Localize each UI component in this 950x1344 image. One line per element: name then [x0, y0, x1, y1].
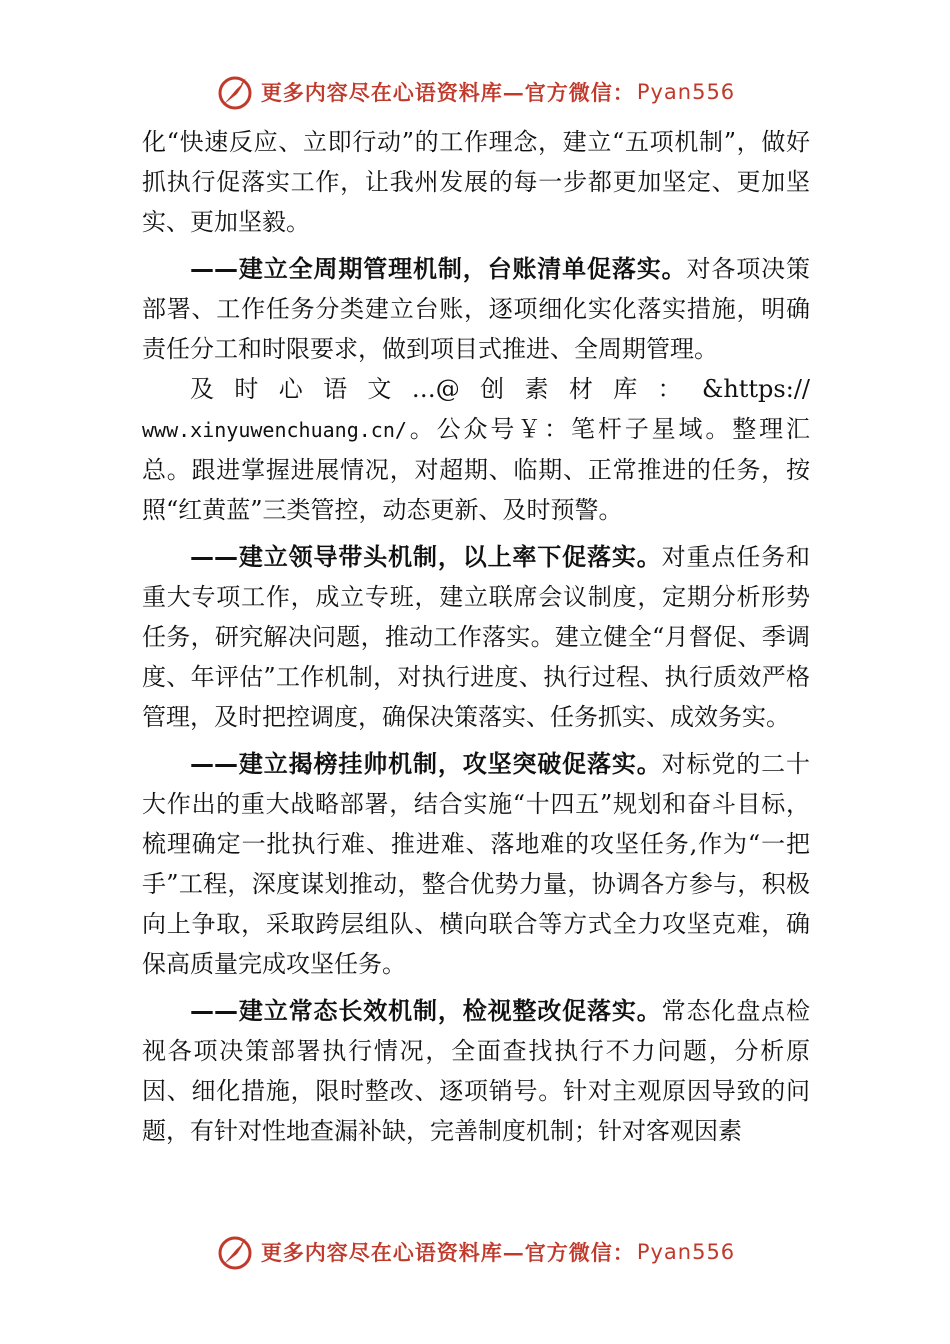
paragraph-intro: 化“快速反应、立即行动”的工作理念，建立“五项机制”，做好抓执行促落实工作，让我州发展的每一步都更加坚定、更加坚实、更加坚毅。	[142, 128, 810, 236]
text-challenge: 对标党的二十大作出的重大战略部署，结合实施“十四五”规划和奋斗目标，梳理确定一批执行难、推进难、落地难的攻坚任务,作为“一把手”工程，深度谋划推动，整合优势力量，协调各方参与，积极向上争取，采取跨层组队、横向联合等方式全力攻坚克难，确保高质量完成攻坚任务。	[142, 750, 811, 978]
heading-long-term: ——建立常态长效机制，检视整改促落实。	[190, 997, 662, 1025]
paragraph-leadership	[142, 537, 810, 737]
text-long-term: 常态化盘点检视各项决策部署执行情况，全面查找执行不力问题，分析原因、细化措施，限时整改、逐项销号。针对主观原因导致的问题，有针对性地查漏补缺，完善制度机制；针对客观因素	[142, 997, 811, 1145]
paragraph-full-cycle	[142, 249, 810, 530]
watermark-line: 及时心语文…@创素材库：&https://	[190, 375, 810, 403]
banner-text: 更多内容尽在心语资料库—官方微信：	[260, 1240, 635, 1265]
header-banner	[0, 68, 950, 116]
banner-text: 更多内容尽在心语资料库—官方微信：	[260, 80, 635, 105]
heading-full-cycle: ——建立全周期管理机制，台账清单促落实。	[190, 255, 687, 283]
banner-wechat-id: Pyan556	[636, 1240, 736, 1264]
text-leadership: 对重点任务和重大专项工作，成立专班，建立联席会议制度，定期分析形势任务，研究解决问题，推动工作落实。建立健全“月督促、季调度、年评估”工作机制，对执行进度、执行过程、执行质效严格管理，及时把控调度，确保决策落实、任务抓实、成效务实。	[142, 543, 811, 731]
heading-challenge: ——建立揭榜挂帅机制，攻坚突破促落实。	[190, 750, 662, 778]
text-full-cycle-a: 对各项决策部署、工作任务分类建立台账，逐项细化实化落实措施，明确责任分工和时限要求，做到项目式推进、全周期管理。	[142, 255, 811, 363]
quill-circle-logo	[215, 72, 255, 112]
document-body	[142, 122, 810, 1158]
footer-banner	[0, 1228, 950, 1276]
paragraph-challenge	[142, 744, 810, 984]
quill-circle-logo	[215, 1232, 255, 1272]
watermark-url: www.xinyuwenchuang.cn/	[142, 418, 407, 442]
heading-leadership: ——建立领导带头机制，以上率下促落实。	[190, 543, 662, 571]
text-full-cycle-b: 。公众号￥：笔杆子星域。整理汇总。跟进掌握进展情况，对超期、临期、正常推进的任务，按照“红黄蓝”三类管控，动态更新、及时预警。	[142, 415, 810, 524]
banner-wechat-id: Pyan556	[636, 80, 736, 104]
paragraph-long-term	[142, 991, 810, 1151]
